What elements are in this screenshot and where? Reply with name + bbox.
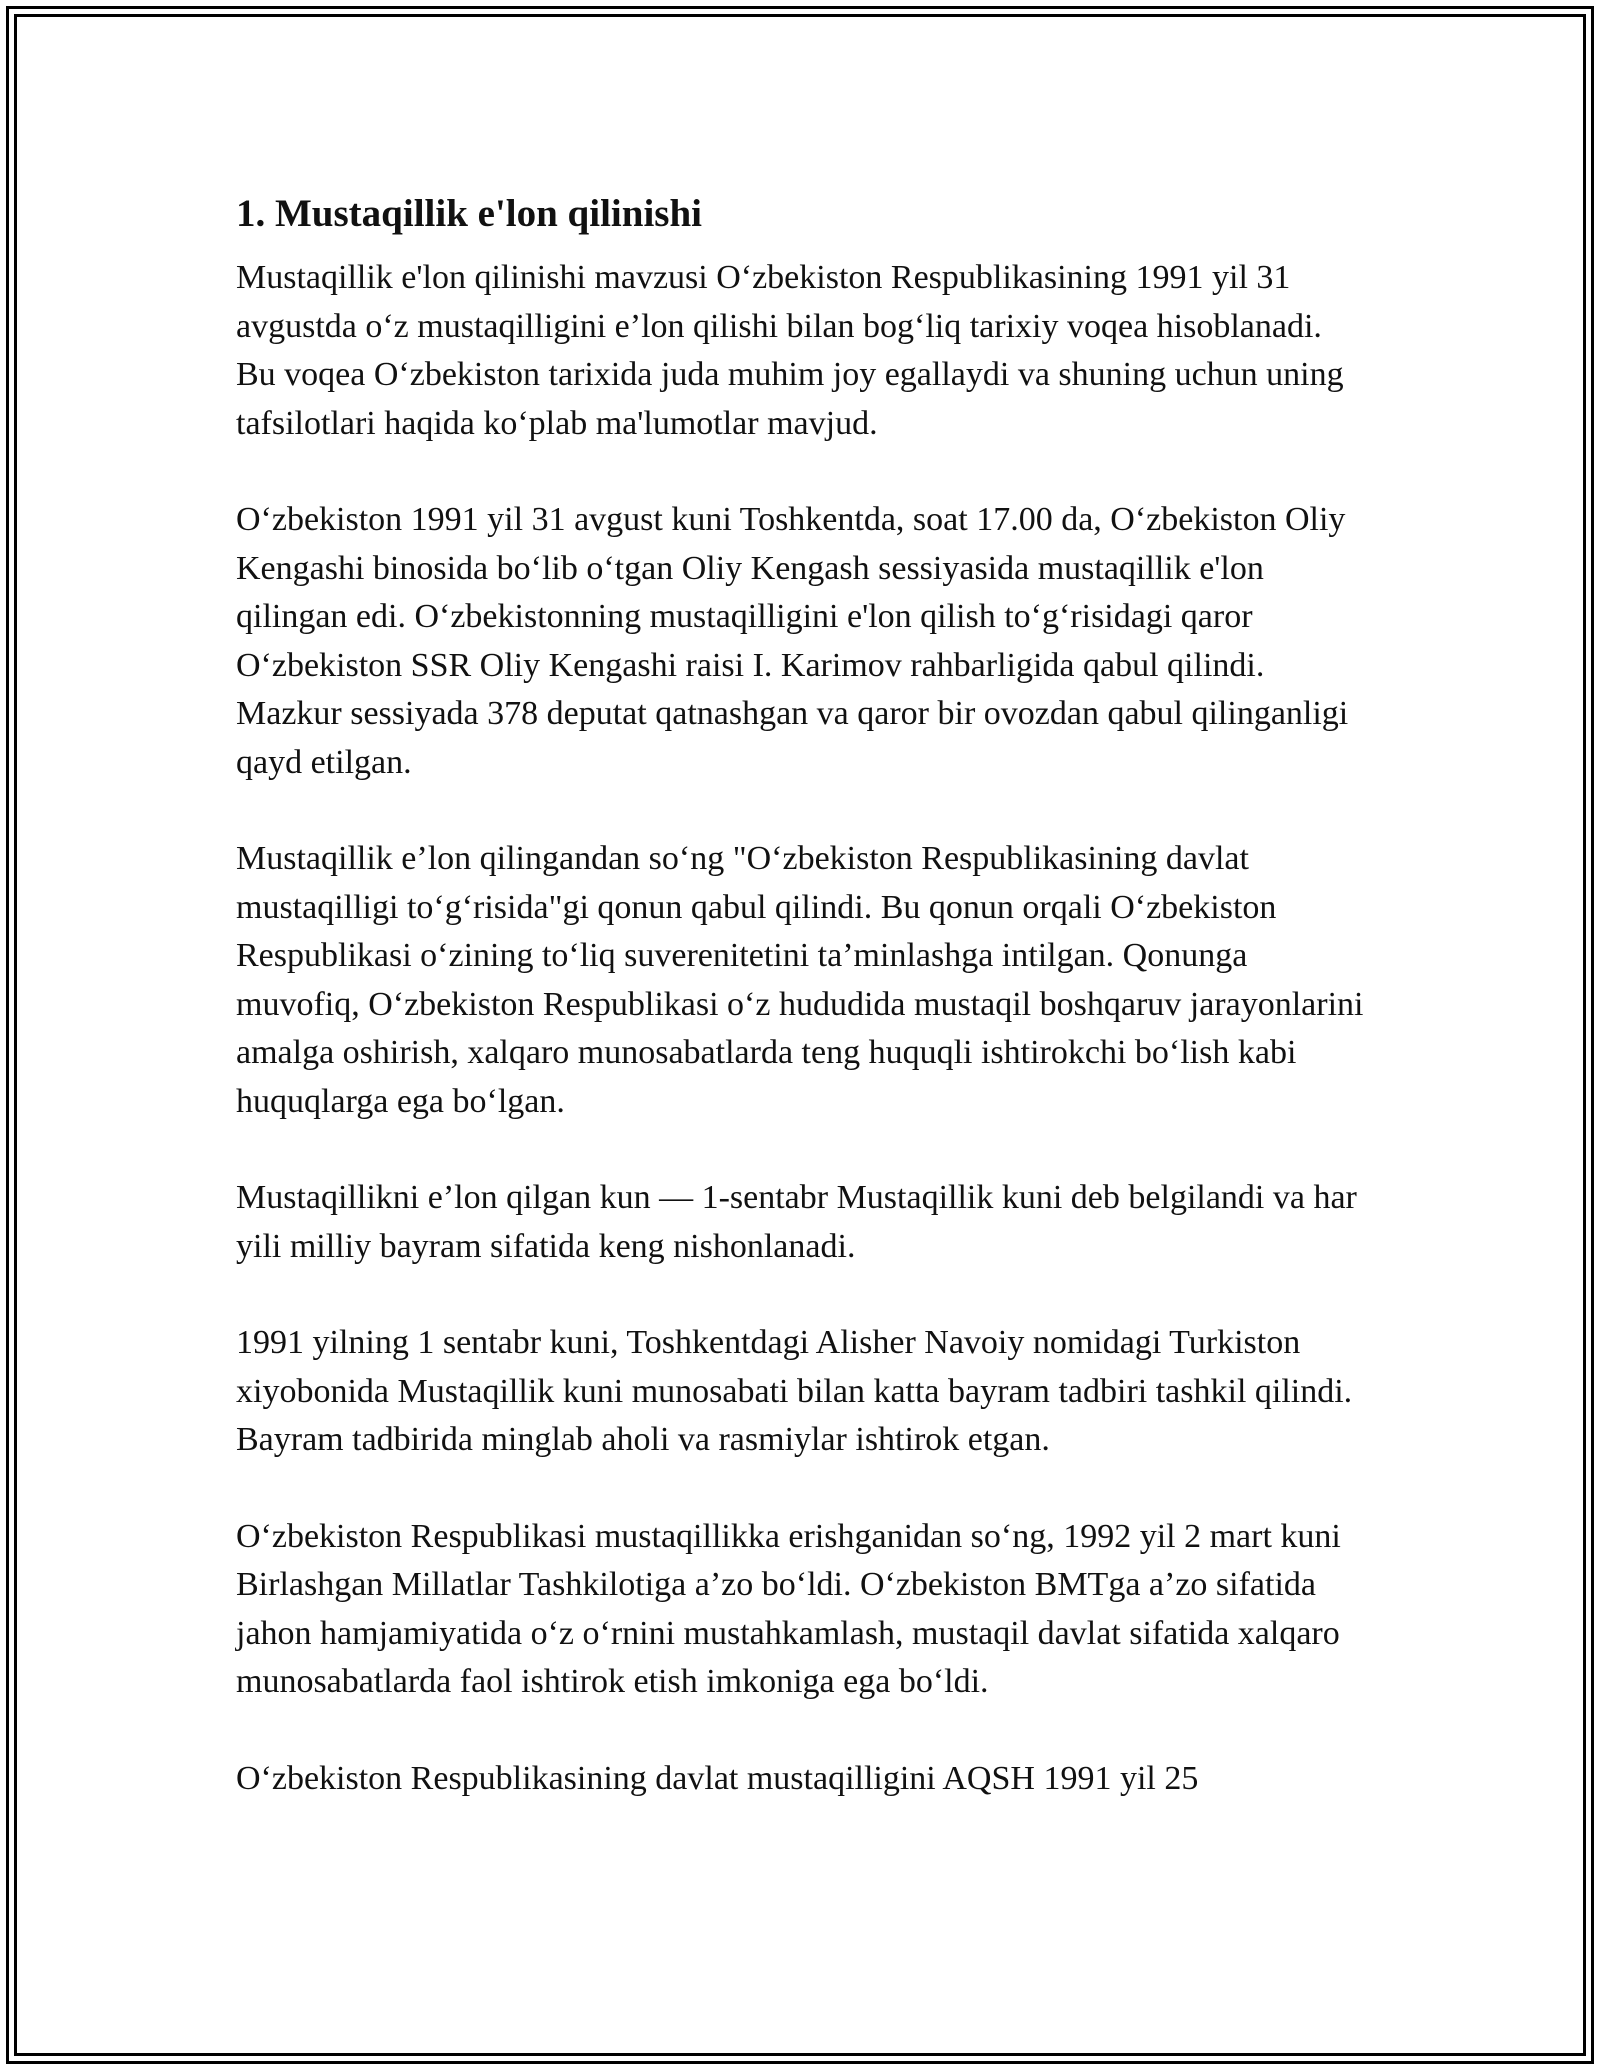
paragraph-declaration-session: Oʻzbekiston 1991 yil 31 avgust kuni Toshkentda, soat 17.00 da, Oʻzbekiston Oliy Kengashi binosida boʻlib oʻtgan Oliy Kengash sessiyasida mustaqillik e'lon qilingan edi. Oʻzbekistonning mustaqilligini e'lon qilish toʻgʻrisidagi qaror Oʻzbekiston SSR Oliy Kengashi raisi I. Karimov rahbarligida qabul qilindi. Mazkur sessiyada 378 deputat qatnashgan va qaror bir ovozdan qabul qilinganligi qayd etilgan.	[236, 501, 1349, 781]
section-heading: 1. Mustaqillik e'lon qilinishi	[236, 192, 702, 235]
paragraph-intro: Mustaqillik e'lon qilinishi mavzusi Oʻzbekiston Respublikasining 1991 yil 31 avgustda oʻz mustaqilligini e’lon qilishi bilan bogʻliq tarixiy voqea hisoblanadi. Bu voqea Oʻzbekiston tarixida juda muhim joy egallaydi va shuning uchun uning tafsilotlari haqida koʻplab ma'lumotlar mavjud.	[236, 259, 1344, 442]
document-body	[236, 188, 1366, 1851]
paragraph-independence-day: Mustaqillikni e’lon qilgan kun — 1-sentabr Mustaqillik kuni deb belgilandi va har yili milliy bayram sifatida keng nishonlanadi.	[236, 1179, 1357, 1265]
paragraph-un-membership: Oʻzbekiston Respublikasi mustaqillikka erishganidan soʻng, 1992 yil 2 mart kuni Birlashgan Millatlar Tashkilotiga a’zo boʻldi. Oʻzbekiston BMTga a’zo sifatida jahon hamjamiyatida oʻz oʻrnini mustahkamlash, mustaqil davlat sifatida xalqaro munosabatlarda faol ishtirok etish imkoniga ega boʻldi.	[236, 1517, 1341, 1700]
paragraph-independence-law: Mustaqillik e’lon qilingandan soʻng "Oʻzbekiston Respublikasining davlat mustaqilligi toʻgʻrisida"gi qonun qabul qilindi. Bu qonun orqali Oʻzbekiston Respublikasi oʻzining toʻliq suverenitetini ta’minlashga intilgan. Qonunga muvofiq, Oʻzbekiston Respublikasi oʻz hududida mustaqil boshqaruv jarayonlarini amalga oshirish, xalqaro munosabatlarda teng huquqli ishtirokchi boʻlish kabi huquqlarga ega boʻlgan.	[236, 840, 1364, 1120]
paragraph-usa-recognition: Oʻzbekiston Respublikasining davlat mustaqilligini AQSH 1991 yil 25	[236, 1759, 1199, 1797]
paragraph-first-celebration: 1991 yilning 1 sentabr kuni, Toshkentdagi Alisher Navoiy nomidagi Turkiston xiyobonida Mustaqillik kuni munosabati bilan katta bayram tadbiri tashkil qilindi. Bayram tadbirida minglab aholi va rasmiylar ishtirok etgan.	[236, 1324, 1353, 1458]
